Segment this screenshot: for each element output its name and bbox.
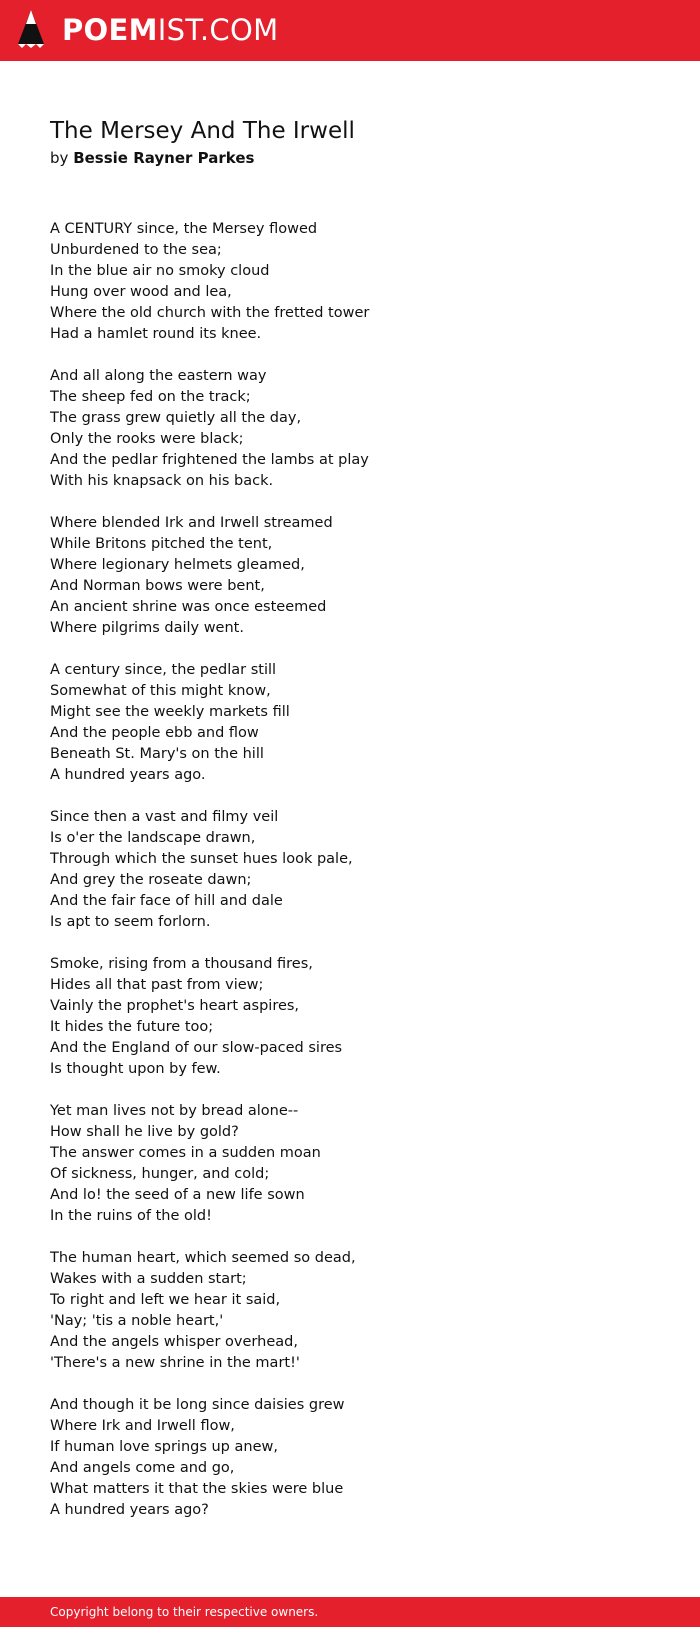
poem-stanza bbox=[50, 660, 650, 786]
author-name[interactable]: Bessie Rayner Parkes bbox=[73, 149, 255, 167]
site-footer bbox=[0, 1597, 700, 1627]
poem-line: And the fair face of hill and dale bbox=[50, 893, 283, 909]
poem-line: Might see the weekly markets fill bbox=[50, 704, 290, 720]
poem-line: Beneath St. Mary's on the hill bbox=[50, 746, 264, 762]
poem-line: And angels come and go, bbox=[50, 1460, 235, 1476]
poem-line: A century since, the pedlar still bbox=[50, 662, 277, 678]
poem-line: A CENTURY since, the Mersey flowed bbox=[50, 221, 318, 237]
poem-line: And grey the roseate dawn; bbox=[50, 872, 252, 888]
poem-line: Where legionary helmets gleamed, bbox=[50, 557, 305, 573]
poem-heading bbox=[50, 114, 650, 168]
poem-line: To right and left we hear it said, bbox=[50, 1292, 281, 1308]
poem-line: Somewhat of this might know, bbox=[50, 683, 271, 699]
poem-line: And lo! the seed of a new life sown bbox=[50, 1187, 305, 1203]
poem-stanza bbox=[50, 954, 650, 1080]
poem-line: Yet man lives not by bread alone-- bbox=[50, 1103, 299, 1119]
poem-line: Where the old church with the fretted tower bbox=[50, 305, 370, 321]
poem-body bbox=[50, 219, 650, 1542]
poem-line: And Norman bows were bent, bbox=[50, 578, 265, 594]
poem-line: Since then a vast and filmy veil bbox=[50, 809, 279, 825]
poem-line: The human heart, which seemed so dead, bbox=[50, 1250, 356, 1266]
brand-bold-text: POEM bbox=[62, 13, 158, 47]
poem-line: An ancient shrine was once esteemed bbox=[50, 599, 327, 615]
site-logo-text[interactable] bbox=[62, 12, 278, 48]
poem-title: The Mersey And The Irwell bbox=[50, 118, 355, 144]
poem-line: Hung over wood and lea, bbox=[50, 284, 232, 300]
poem-line: What matters it that the skies were blue bbox=[50, 1481, 344, 1497]
poem-line: 'There's a new shrine in the mart!' bbox=[50, 1355, 300, 1371]
poem-line: And the pedlar frightened the lambs at play bbox=[50, 452, 369, 468]
poem-line: Is thought upon by few. bbox=[50, 1061, 221, 1077]
pencil-tip-icon[interactable] bbox=[16, 8, 46, 52]
poem-line: Wakes with a sudden start; bbox=[50, 1271, 247, 1287]
copyright-notice: Copyright belong to their respective owners. bbox=[50, 1605, 319, 1619]
poem-line: Hides all that past from view; bbox=[50, 977, 264, 993]
poem-line: Where pilgrims daily went. bbox=[50, 620, 244, 636]
poem-line: Where Irk and Irwell flow, bbox=[50, 1418, 235, 1434]
poem-stanza bbox=[50, 366, 650, 492]
by-label: by bbox=[50, 149, 69, 167]
poem-line: With his knapsack on his back. bbox=[50, 473, 274, 489]
poem-line: While Britons pitched the tent, bbox=[50, 536, 273, 552]
poem-stanza bbox=[50, 513, 650, 639]
poem-line: Is o'er the landscape drawn, bbox=[50, 830, 256, 846]
poem-line: And the people ebb and flow bbox=[50, 725, 259, 741]
poem-line: Unburdened to the sea; bbox=[50, 242, 222, 258]
poem-line: Had a hamlet round its knee. bbox=[50, 326, 262, 342]
poem-line: And all along the eastern way bbox=[50, 368, 267, 384]
poem-stanza bbox=[50, 807, 650, 933]
poem-line: Where blended Irk and Irwell streamed bbox=[50, 515, 333, 531]
poem-line: The answer comes in a sudden moan bbox=[50, 1145, 321, 1161]
poem-line: It hides the future too; bbox=[50, 1019, 214, 1035]
poem-line: Only the rooks were black; bbox=[50, 431, 244, 447]
poem-line: The grass grew quietly all the day, bbox=[50, 410, 302, 426]
poem-line: A hundred years ago. bbox=[50, 767, 206, 783]
poem-stanza bbox=[50, 1248, 650, 1374]
poem-line: And the England of our slow-paced sires bbox=[50, 1040, 343, 1056]
poem-line: 'Nay; 'tis a noble heart,' bbox=[50, 1313, 224, 1329]
poem-line: How shall he live by gold? bbox=[50, 1124, 239, 1140]
poem-line: In the ruins of the old! bbox=[50, 1208, 212, 1224]
poem-line: In the blue air no smoky cloud bbox=[50, 263, 270, 279]
poem-line: Through which the sunset hues look pale, bbox=[50, 851, 353, 867]
site-header bbox=[0, 0, 700, 61]
poem-line: And though it be long since daisies grew bbox=[50, 1397, 345, 1413]
poem-line: A hundred years ago? bbox=[50, 1502, 209, 1518]
poem-line: Is apt to seem forlorn. bbox=[50, 914, 211, 930]
poem-line: The sheep fed on the track; bbox=[50, 389, 251, 405]
poem-line: Vainly the prophet's heart aspires, bbox=[50, 998, 300, 1014]
poem-line: Smoke, rising from a thousand fires, bbox=[50, 956, 313, 972]
poem-line: And the angels whisper overhead, bbox=[50, 1334, 298, 1350]
poem-stanza bbox=[50, 1101, 650, 1227]
poem-line: If human love springs up anew, bbox=[50, 1439, 278, 1455]
poem-stanza bbox=[50, 219, 650, 345]
brand-light-text: IST.COM bbox=[157, 13, 279, 47]
poem-stanza bbox=[50, 1395, 650, 1521]
poem-line: Of sickness, hunger, and cold; bbox=[50, 1166, 270, 1182]
poem-byline bbox=[50, 148, 650, 168]
